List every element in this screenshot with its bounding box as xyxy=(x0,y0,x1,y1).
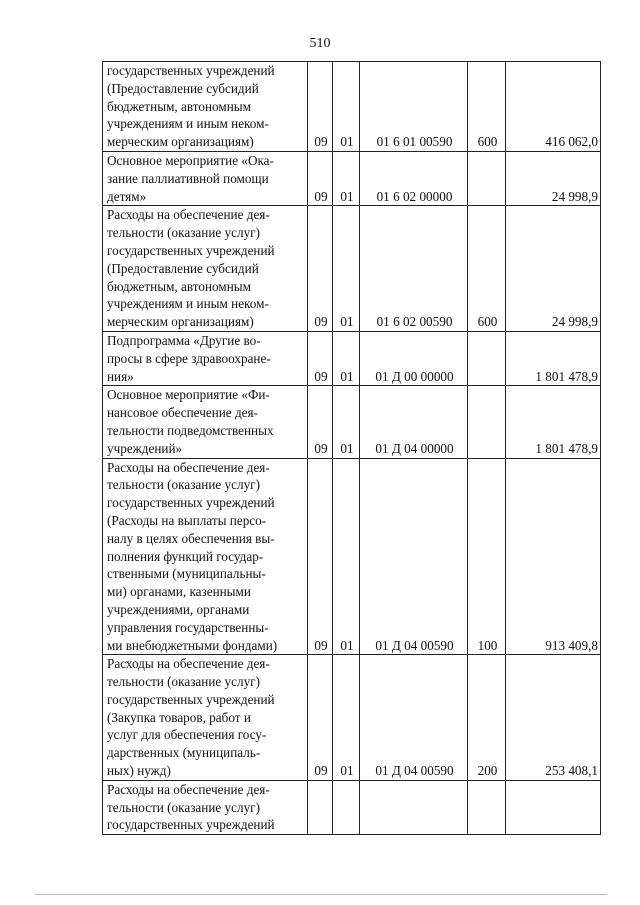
row-expense-type: 100 xyxy=(468,458,506,655)
row-subsection-code: 01 xyxy=(333,386,360,458)
row-amount: 24 998,9 xyxy=(506,206,601,332)
row-name: Расходы на обеспечение дея- тельности (оказание услуг) государственных учреждений (Закупка товаров, работ и услуг для обеспечения госу- дарственных (муниципаль- ных) нужд) xyxy=(103,655,308,781)
row-section-code: 09 xyxy=(308,331,333,385)
row-subsection-code: 01 xyxy=(333,62,360,152)
row-section-code: 09 xyxy=(308,206,333,332)
row-name: Расходы на обеспечение дея- тельности (оказание услуг) государственных учреждений (Предоставление субсидий бюджетным, автономным учреждениям и иным неком- мерческим организациям) xyxy=(103,206,308,332)
row-target-code: 01 Д 04 00590 xyxy=(360,655,468,781)
row-expense-type: 200 xyxy=(468,655,506,781)
table-row xyxy=(103,62,601,152)
row-section-code: 09 xyxy=(308,458,333,655)
row-target-code: 01 6 02 00000 xyxy=(360,151,468,205)
row-expense-type xyxy=(468,331,506,385)
row-expense-type xyxy=(468,386,506,458)
table-row xyxy=(103,331,601,385)
row-expense-type xyxy=(468,780,506,834)
table-row xyxy=(103,206,601,332)
row-target-code: 01 Д 00 00000 xyxy=(360,331,468,385)
row-expense-type xyxy=(468,151,506,205)
table-row xyxy=(103,151,601,205)
row-name: Основное мероприятие «Ока- зание паллиативной помощи детям» xyxy=(103,151,308,205)
row-name: Основное мероприятие «Фи- нансовое обеспечение дея- тельности подведомственных учреждений» xyxy=(103,386,308,458)
row-target-code: 01 Д 04 00590 xyxy=(360,458,468,655)
row-target-code: 01 6 02 00590 xyxy=(360,206,468,332)
row-amount: 1 801 478,9 xyxy=(506,386,601,458)
row-section-code: 09 xyxy=(308,151,333,205)
page-number: 510 xyxy=(309,36,331,51)
row-subsection-code xyxy=(333,780,360,834)
row-section-code xyxy=(308,780,333,834)
row-section-code: 09 xyxy=(308,386,333,458)
row-amount xyxy=(506,780,601,834)
row-target-code: 01 6 01 00590 xyxy=(360,62,468,152)
row-amount: 253 408,1 xyxy=(506,655,601,781)
row-target-code xyxy=(360,780,468,834)
row-name: Расходы на обеспечение дея- тельности (оказание услуг) государственных учреждений (Расходы на выплаты персо- налу в целях обеспечения вы- полнения функций государ- ственными (муниципальны- ми) органами, казенными учреждениями, органами управления государственны- ми внебюджетными фондами) xyxy=(103,458,308,655)
table-body xyxy=(103,62,601,835)
row-name: Расходы на обеспечение дея- тельности (оказание услуг) государственных учреждений xyxy=(103,780,308,834)
row-section-code: 09 xyxy=(308,655,333,781)
row-subsection-code: 01 xyxy=(333,655,360,781)
row-section-code: 09 xyxy=(308,62,333,152)
row-expense-type: 600 xyxy=(468,62,506,152)
row-subsection-code: 01 xyxy=(333,206,360,332)
row-subsection-code: 01 xyxy=(333,458,360,655)
table-row xyxy=(103,655,601,781)
row-amount: 24 998,9 xyxy=(506,151,601,205)
page-edge-line xyxy=(35,894,607,895)
table-row xyxy=(103,780,601,834)
row-amount: 1 801 478,9 xyxy=(506,331,601,385)
row-subsection-code: 01 xyxy=(333,331,360,385)
table-row xyxy=(103,458,601,655)
row-amount: 416 062,0 xyxy=(506,62,601,152)
row-target-code: 01 Д 04 00000 xyxy=(360,386,468,458)
row-amount: 913 409,8 xyxy=(506,458,601,655)
row-name: Подпрограмма «Другие во- просы в сфере здравоохране- ния» xyxy=(103,331,308,385)
row-expense-type: 600 xyxy=(468,206,506,332)
budget-table xyxy=(102,61,601,835)
table-row xyxy=(103,386,601,458)
row-name: государственных учреждений (Предоставление субсидий бюджетным, автономным учреждениям и иным неком- мерческим организациям) xyxy=(103,62,308,152)
row-subsection-code: 01 xyxy=(333,151,360,205)
